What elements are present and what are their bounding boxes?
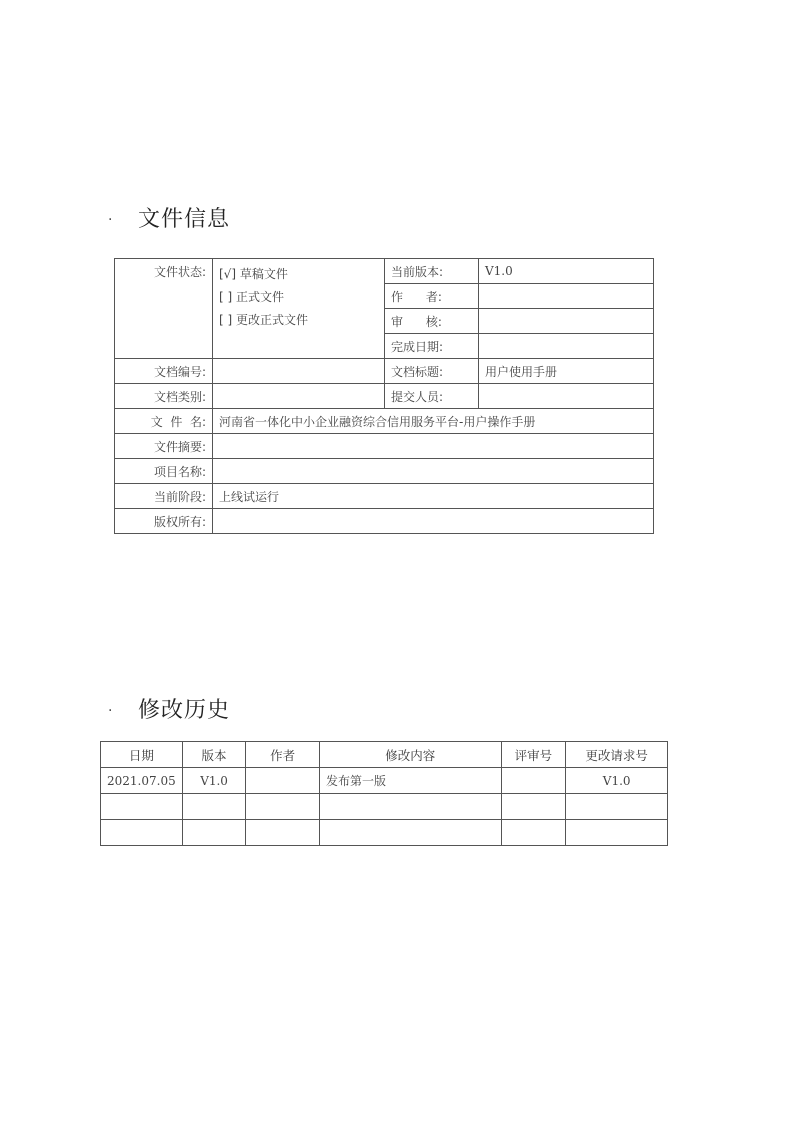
doc-type-label: 文档类别:	[115, 384, 213, 409]
cell-version	[182, 794, 246, 820]
project-label: 项目名称:	[115, 459, 213, 484]
cell-review-no	[501, 794, 566, 820]
header-author: 作者	[246, 742, 320, 768]
doc-title-label: 文档标题:	[385, 359, 479, 384]
version-label: 当前版本:	[385, 259, 479, 284]
project-value	[213, 459, 654, 484]
header-review-no: 评审号	[501, 742, 566, 768]
copyright-value	[213, 509, 654, 534]
cell-changes: 发布第一版	[319, 768, 501, 794]
reviewer-label: 审 核:	[385, 309, 479, 334]
cell-author	[246, 794, 320, 820]
author-label: 作 者:	[385, 284, 479, 309]
stage-value: 上线试运行	[213, 484, 654, 509]
table-header-row	[101, 742, 668, 768]
cell-author	[246, 768, 320, 794]
cell-review-no	[501, 820, 566, 846]
section-title-file-info	[108, 202, 230, 233]
stage-label: 当前阶段:	[115, 484, 213, 509]
author-value	[479, 284, 654, 309]
cell-change-request-no	[566, 820, 668, 846]
bullet-icon: ·	[108, 703, 114, 719]
cell-author	[246, 820, 320, 846]
header-changes: 修改内容	[319, 742, 501, 768]
status-label: 文件状态:	[115, 259, 213, 359]
header-version: 版本	[182, 742, 246, 768]
status-options	[213, 259, 385, 359]
cell-changes	[319, 794, 501, 820]
status-option-draft: [√] 草稿文件	[219, 267, 288, 281]
cell-change-request-no: V1.0	[566, 768, 668, 794]
doc-no-value	[213, 359, 385, 384]
bullet-icon: ·	[108, 212, 114, 228]
section-title-revision-history	[108, 693, 230, 724]
cell-version	[182, 820, 246, 846]
status-option-revised: [ ] 更改正式文件	[219, 313, 308, 327]
doc-title-value: 用户使用手册	[479, 359, 654, 384]
cell-changes	[319, 820, 501, 846]
cell-date: 2021.07.05	[101, 768, 183, 794]
header-change-request-no: 更改请求号	[566, 742, 668, 768]
copyright-label: 版权所有:	[115, 509, 213, 534]
table-row	[101, 820, 668, 846]
cell-date	[101, 820, 183, 846]
reviewer-value	[479, 309, 654, 334]
section-title-text: 修改历史	[138, 698, 231, 723]
revision-history-table	[100, 741, 668, 846]
doc-no-label: 文档编号:	[115, 359, 213, 384]
cell-date	[101, 794, 183, 820]
cell-version: V1.0	[182, 768, 246, 794]
file-name-label: 文 件 名:	[115, 409, 213, 434]
file-info-table	[114, 258, 654, 534]
cell-review-no	[501, 768, 566, 794]
submitter-label: 提交人员:	[385, 384, 479, 409]
date-value	[479, 334, 654, 359]
file-name-value: 河南省一体化中小企业融资综合信用服务平台-用户操作手册	[213, 409, 654, 434]
submitter-value	[479, 384, 654, 409]
table-row	[101, 794, 668, 820]
summary-value	[213, 434, 654, 459]
doc-type-value	[213, 384, 385, 409]
header-date: 日期	[101, 742, 183, 768]
date-label: 完成日期:	[385, 334, 479, 359]
section-title-text: 文件信息	[138, 207, 231, 232]
version-value: V1.0	[479, 259, 654, 284]
summary-label: 文件摘要:	[115, 434, 213, 459]
status-option-formal: [ ] 正式文件	[219, 290, 284, 304]
cell-change-request-no	[566, 794, 668, 820]
table-row	[101, 768, 668, 794]
